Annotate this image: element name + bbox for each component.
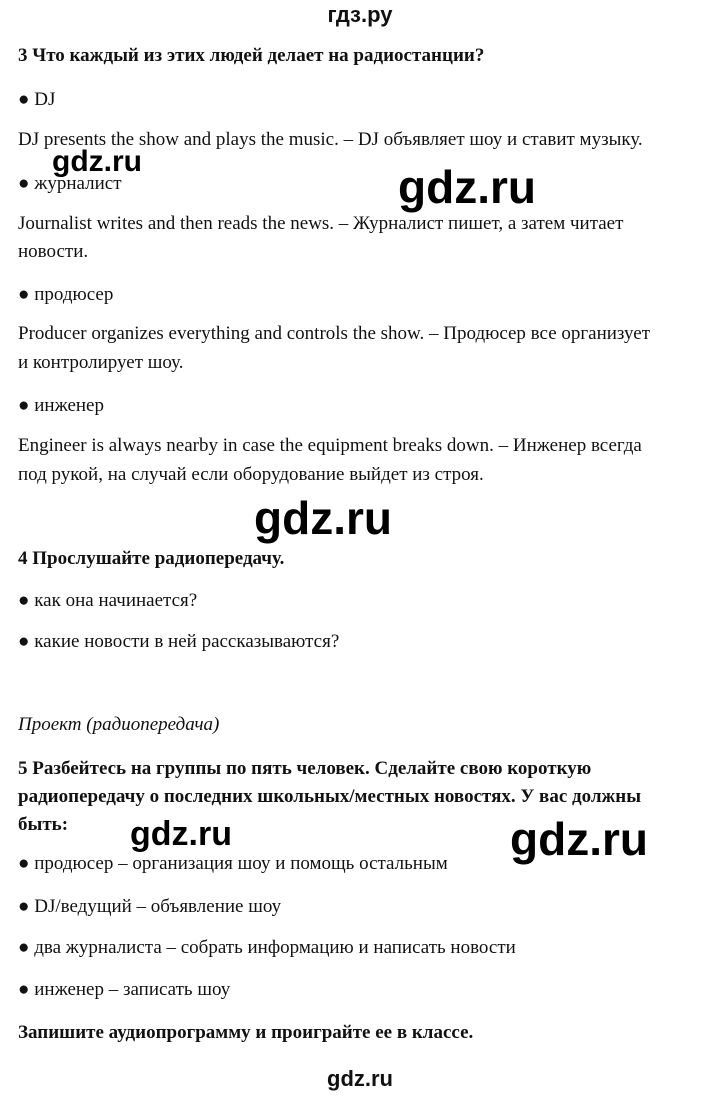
closing-instruction: Запишите аудиопрограмму и проиграйте ее в классе. bbox=[18, 1022, 474, 1043]
answer-journalist-line1: Journalist writes and then reads the news. – Журналист пишет, а затем читает bbox=[18, 213, 624, 234]
watermark: gdz.ru bbox=[52, 145, 142, 178]
header-site-name: гдз.ру bbox=[327, 2, 393, 27]
bullet-dj: ● DJ bbox=[18, 89, 55, 111]
section-5-title-line2: радиопередачу о последних школьных/местных новостях. У вас должны bbox=[18, 786, 642, 807]
answer-dj: DJ presents the show and plays the music. – DJ объявляет шоу и ставит музыку. bbox=[18, 129, 643, 150]
bullet-role-journalists: ● два журналиста – собрать информацию и написать новости bbox=[18, 937, 516, 959]
bullet-how-it-begins: ● как она начинается? bbox=[18, 590, 197, 612]
bullet-role-producer: ● продюсер – организация шоу и помощь остальным bbox=[18, 853, 448, 875]
watermark: gdz.ru bbox=[254, 492, 392, 544]
bullet-producer: ● продюсер bbox=[18, 284, 113, 306]
watermark: gdz.ru bbox=[130, 815, 232, 853]
bullet-role-dj: ● DJ/ведущий – объявление шоу bbox=[18, 896, 281, 918]
answer-producer-line1: Producer organizes everything and controls the show. – Продюсер все организует bbox=[18, 323, 651, 344]
answer-producer-line2: и контролирует шоу. bbox=[18, 352, 184, 373]
bullet-what-news: ● какие новости в ней рассказываются? bbox=[18, 631, 339, 653]
bullet-engineer: ● инженер bbox=[18, 395, 104, 417]
answer-journalist-line2: новости. bbox=[18, 241, 89, 262]
section-5-title-line3: быть: bbox=[18, 814, 69, 835]
footer-site-name: gdz.ru bbox=[327, 1066, 393, 1091]
section-5-title-line1: 5 Разбейтесь на группы по пять человек. Сделайте свою короткую bbox=[18, 758, 592, 779]
bullet-journalist: ● журналист bbox=[18, 173, 122, 195]
section-4-title: 4 Прослушайте радиопередачу. bbox=[18, 548, 285, 569]
watermark: gdz.ru bbox=[398, 161, 536, 213]
watermark: gdz.ru bbox=[510, 813, 648, 865]
section-3-title: 3 Что каждый из этих людей делает на радиостанции? bbox=[18, 45, 485, 66]
project-label: Проект (радиопередача) bbox=[18, 714, 220, 735]
answer-engineer-line2: под рукой, на случай если оборудование выйдет из строя. bbox=[18, 464, 484, 485]
answer-engineer-line1: Engineer is always nearby in case the equipment breaks down. – Инженер всегда bbox=[18, 435, 642, 456]
bullet-role-engineer: ● инженер – записать шоу bbox=[18, 979, 230, 1001]
